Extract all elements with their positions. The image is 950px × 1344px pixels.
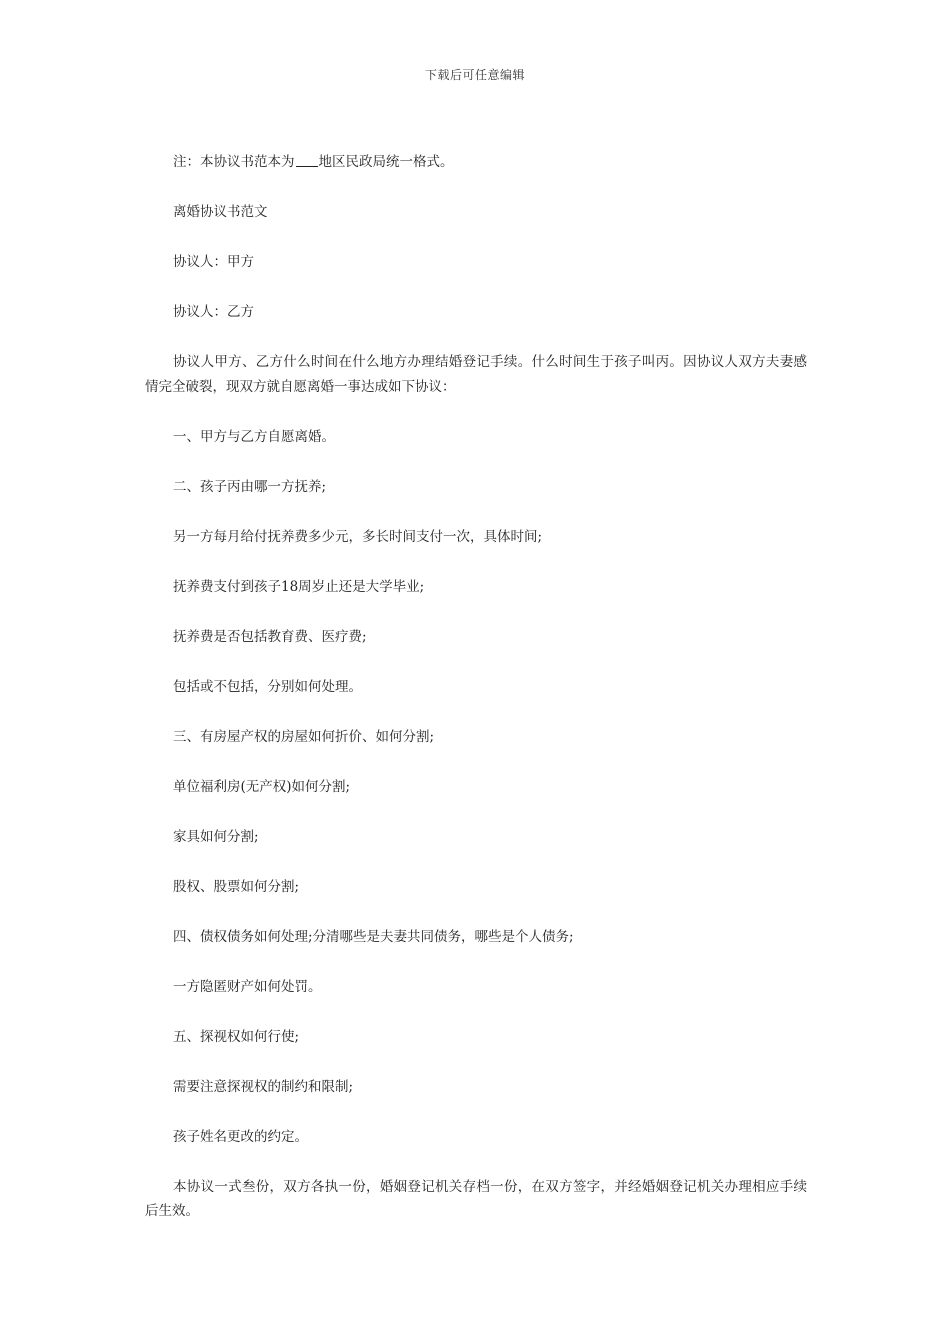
note-suffix: 地区民政局统一格式。 xyxy=(318,154,454,170)
document-title: 离婚协议书范文 xyxy=(173,204,268,220)
note-prefix: 注：本协议书范本为 xyxy=(173,154,295,170)
clause-3-welfare-housing: 单位福利房(无产权)如何分割; xyxy=(173,778,351,795)
clause-1: 一、甲方与乙方自愿离婚。 xyxy=(173,428,335,445)
clause-2-support-fee: 另一方每月给付抚养费多少元，多长时间支付一次，具体时间; xyxy=(173,528,543,545)
closing-paragraph: 本协议一式叁份，双方各执一份，婚姻登记机关存档一份，在双方签字，并经婚姻登记机关办理相应手续后生效。 xyxy=(145,1178,807,1219)
clause-4: 四、债权债务如何处理;分清哪些是夫妻共同债务，哪些是个人债务; xyxy=(173,928,574,945)
clause-5-restrictions: 需要注意探视权的制约和限制; xyxy=(173,1078,354,1095)
note-paragraph xyxy=(145,150,807,175)
intro-paragraph: 协议人甲方、乙方什么时间在什么地方办理结婚登记手续。什么时间生于孩子叫丙。因协议人双方夫妻感情完全破裂，现双方就自愿离婚一事达成如下协议： xyxy=(145,354,807,395)
clause-5-name-change: 孩子姓名更改的约定。 xyxy=(173,1128,308,1145)
clause-2-support-scope: 抚养费是否包括教育费、医疗费; xyxy=(173,628,367,645)
clause-2: 二、孩子丙由哪一方抚养; xyxy=(173,478,327,495)
document-body xyxy=(145,150,807,1249)
party-a-line: 协议人：甲方 xyxy=(173,254,254,270)
clause-4-hidden-assets: 一方隐匿财产如何处罚。 xyxy=(173,978,322,995)
clause-3: 三、有房屋产权的房屋如何折价、如何分割; xyxy=(173,728,435,745)
party-b-line: 协议人：乙方 xyxy=(173,304,254,320)
page-header: 下载后可任意编辑 xyxy=(424,68,525,82)
clause-2-support-handling: 包括或不包括，分别如何处理。 xyxy=(173,678,362,695)
clause-2-support-duration: 抚养费支付到孩子18周岁止还是大学毕业; xyxy=(173,578,425,595)
clause-3-furniture: 家具如何分割; xyxy=(173,828,259,845)
blank-underline xyxy=(296,152,318,167)
clause-5: 五、探视权如何行使; xyxy=(173,1028,300,1045)
clause-3-stocks: 股权、股票如何分割; xyxy=(173,878,300,895)
